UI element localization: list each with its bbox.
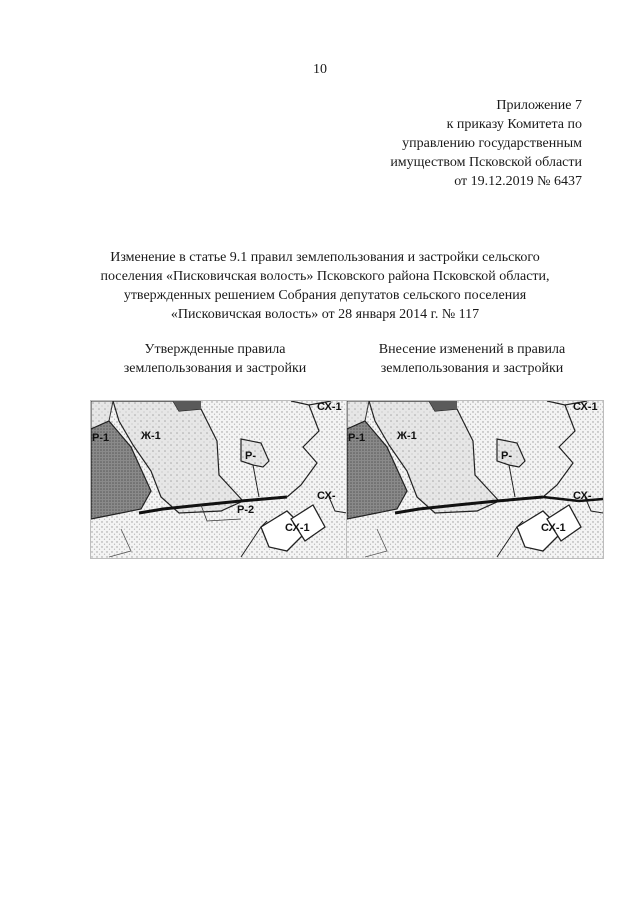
zone-label: СХ- (573, 490, 592, 502)
zone-label: СХ-1 (573, 401, 598, 413)
zone-label: Ж-1 (141, 430, 161, 442)
column-heading-line: землепользования и застройки (380, 361, 564, 376)
zone-label: СХ-1 (285, 522, 310, 534)
map-changes (346, 400, 604, 559)
title-line: утвержденных решением Собрания депутатов сельского поселения (123, 288, 527, 303)
appendix-line: управлению государственным (402, 136, 582, 151)
title-line: Изменение в статье 9.1 правил землепользования и застройки сельского (110, 250, 540, 265)
zone-label: Р- (245, 450, 256, 462)
zone-label: СХ-1 (541, 522, 566, 534)
appendix-line: к приказу Комитета по (446, 117, 582, 132)
column-heading-line: Утвержденные правила (144, 342, 286, 357)
zone-label: СХ-1 (317, 401, 342, 413)
zone-label: Ж-1 (397, 430, 417, 442)
zone-label: Р- (501, 450, 512, 462)
appendix-reference (390, 96, 582, 191)
zone-label: СХ- (317, 490, 336, 502)
document-title (80, 248, 570, 324)
zone-label: Р-1 (92, 432, 110, 444)
appendix-line: от 19.12.2019 № 6437 (454, 174, 582, 189)
zone-label: Р-2 (237, 504, 255, 516)
appendix-line: Приложение 7 (496, 98, 582, 113)
column-heading-line: землепользования и застройки (123, 361, 307, 376)
map-approved (90, 400, 348, 559)
column-heading-approved (90, 340, 340, 378)
map-approved-drawing (91, 401, 347, 558)
page-number: 10 (313, 62, 327, 77)
column-heading-changes (347, 340, 597, 378)
title-line: «Писковичская волость» от 28 января 2014 г. № 117 (170, 307, 480, 322)
title-line: поселения «Писковичская волость» Псковского района Псковской области, (100, 269, 550, 284)
zone-label: Р-1 (348, 432, 366, 444)
column-heading-line: Внесение изменений в правила (378, 342, 566, 357)
appendix-line: имуществом Псковской области (390, 155, 582, 170)
map-changes-drawing (347, 401, 603, 558)
